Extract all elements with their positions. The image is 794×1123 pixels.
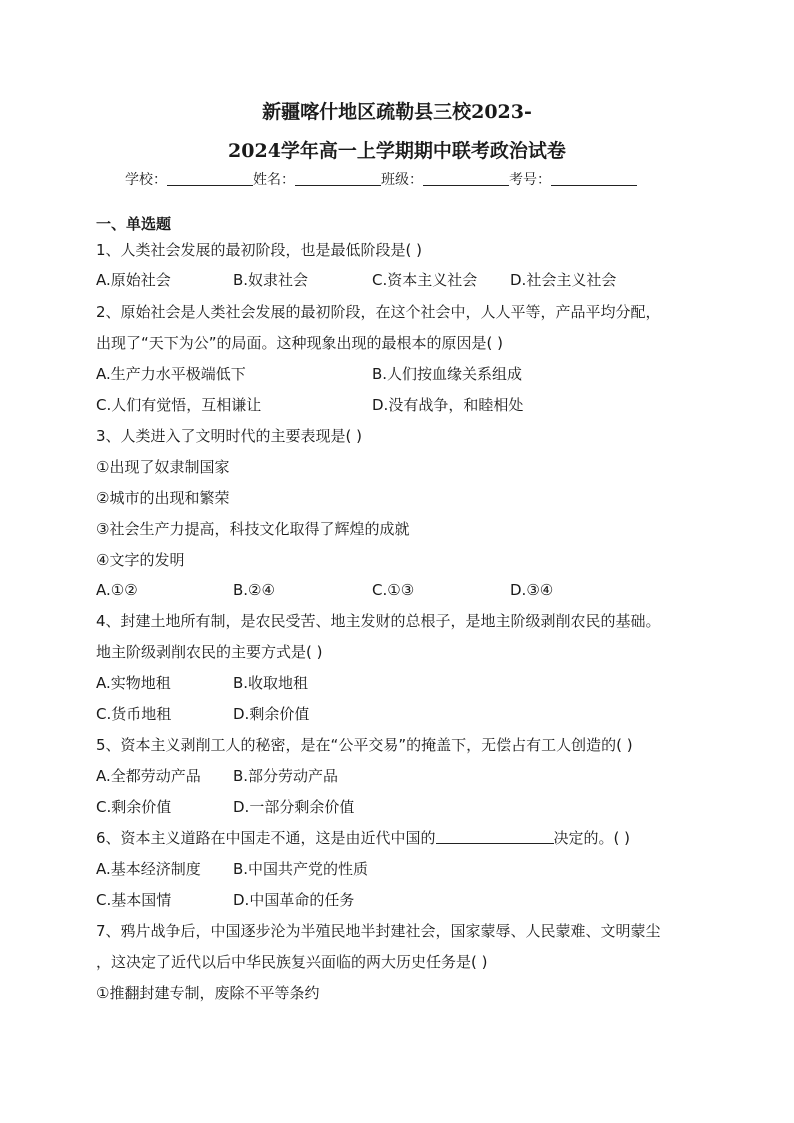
q6-option-c: C.基本国情 (96, 891, 172, 909)
question-3-stem: 3、人类进入了文明时代的主要表现是( ) (96, 427, 363, 445)
question-4-stem-line-2: 地主阶级剥削农民的主要方式是( ) (96, 643, 323, 661)
q5-option-a: A.全都劳动产品 (96, 767, 201, 785)
q3-item-2: ②城市的出现和繁荣 (96, 489, 230, 507)
q3-item-3: ③社会生产力提高，科技文化取得了辉煌的成就 (96, 520, 410, 538)
q3-option-a: A.①② (96, 581, 138, 599)
section-title: 一、单选题 (96, 215, 172, 233)
question-4-stem-line-1: 4、封建土地所有制，是农民受苦、地主发财的总根子，是地主阶级剥削农民的基础。 (96, 612, 661, 630)
q3-option-b: B.②④ (233, 581, 275, 599)
q6-stem-after: 决定的。( ) (553, 829, 631, 847)
class-blank[interactable] (423, 171, 509, 186)
exam-title-line-2: 2024学年高一上学期期中联考政治试卷 (228, 140, 566, 162)
student-info-row (125, 170, 637, 190)
q6-option-b: B.中国共产党的性质 (233, 860, 369, 878)
q2-option-a: A.生产力水平极端低下 (96, 365, 246, 383)
exam-number-blank[interactable] (551, 171, 637, 186)
q6-option-a: A.基本经济制度 (96, 860, 201, 878)
q4-option-b: B.收取地租 (233, 674, 309, 692)
name-blank[interactable] (295, 171, 381, 186)
school-label: 学校： (125, 172, 167, 188)
question-6-stem (96, 828, 630, 848)
q2-option-d: D.没有战争，和睦相处 (372, 396, 524, 414)
question-2-stem-line-2: 出现了“天下为公”的局面。这种现象出现的最根本的原因是( ) (96, 334, 504, 352)
question-7-stem-line-1: 7、鸦片战争后，中国逐步沦为半殖民地半封建社会，国家蒙辱、人民蒙难、文明蒙尘 (96, 922, 661, 940)
exam-title-line-1: 新疆喀什地区疏勒县三校2023- (262, 101, 532, 123)
name-label: 姓名： (253, 172, 295, 188)
q6-option-d: D.中国革命的任务 (233, 891, 355, 909)
q3-item-1: ①出现了奴隶制国家 (96, 458, 230, 476)
question-7-stem-line-2: ，这决定了近代以后中华民族复兴面临的两大历史任务是( ) (96, 953, 488, 971)
q5-option-d: D.一部分剩余价值 (233, 798, 355, 816)
question-2-stem-line-1: 2、原始社会是人类社会发展的最初阶段，在这个社会中，人人平等，产品平均分配， (96, 303, 661, 321)
q5-option-c: C.剩余价值 (96, 798, 172, 816)
q4-option-c: C.货币地租 (96, 705, 172, 723)
q3-item-4: ④文字的发明 (96, 551, 185, 569)
q3-option-d: D.③④ (510, 581, 554, 599)
q7-item-1: ①推翻封建专制，废除不平等条约 (96, 984, 320, 1002)
q4-option-a: A.实物地租 (96, 674, 171, 692)
q4-option-d: D.剩余价值 (233, 705, 310, 723)
q6-stem-before: 6、资本主义道路在中国走不通，这是由近代中国的 (96, 829, 436, 847)
question-1-stem: 1、人类社会发展的最初阶段，也是最低阶段是( ) (96, 241, 423, 259)
q6-fill-blank (436, 829, 554, 844)
q1-option-a: A.原始社会 (96, 271, 171, 289)
q3-option-c: C.①③ (372, 581, 415, 599)
q1-option-b: B.奴隶社会 (233, 271, 309, 289)
q2-option-b: B.人们按血缘关系组成 (372, 365, 523, 383)
q5-option-b: B.部分劳动产品 (233, 767, 339, 785)
q1-option-d: D.社会主义社会 (510, 271, 617, 289)
question-5-stem: 5、资本主义剥削工人的秘密，是在“公平交易”的掩盖下，无偿占有工人创造的( ) (96, 736, 633, 754)
q2-option-c: C.人们有觉悟，互相谦让 (96, 396, 262, 414)
q1-option-c: C.资本主义社会 (372, 271, 478, 289)
class-label: 班级： (381, 172, 423, 188)
exam-number-label: 考号： (509, 172, 551, 188)
school-blank[interactable] (167, 171, 253, 186)
